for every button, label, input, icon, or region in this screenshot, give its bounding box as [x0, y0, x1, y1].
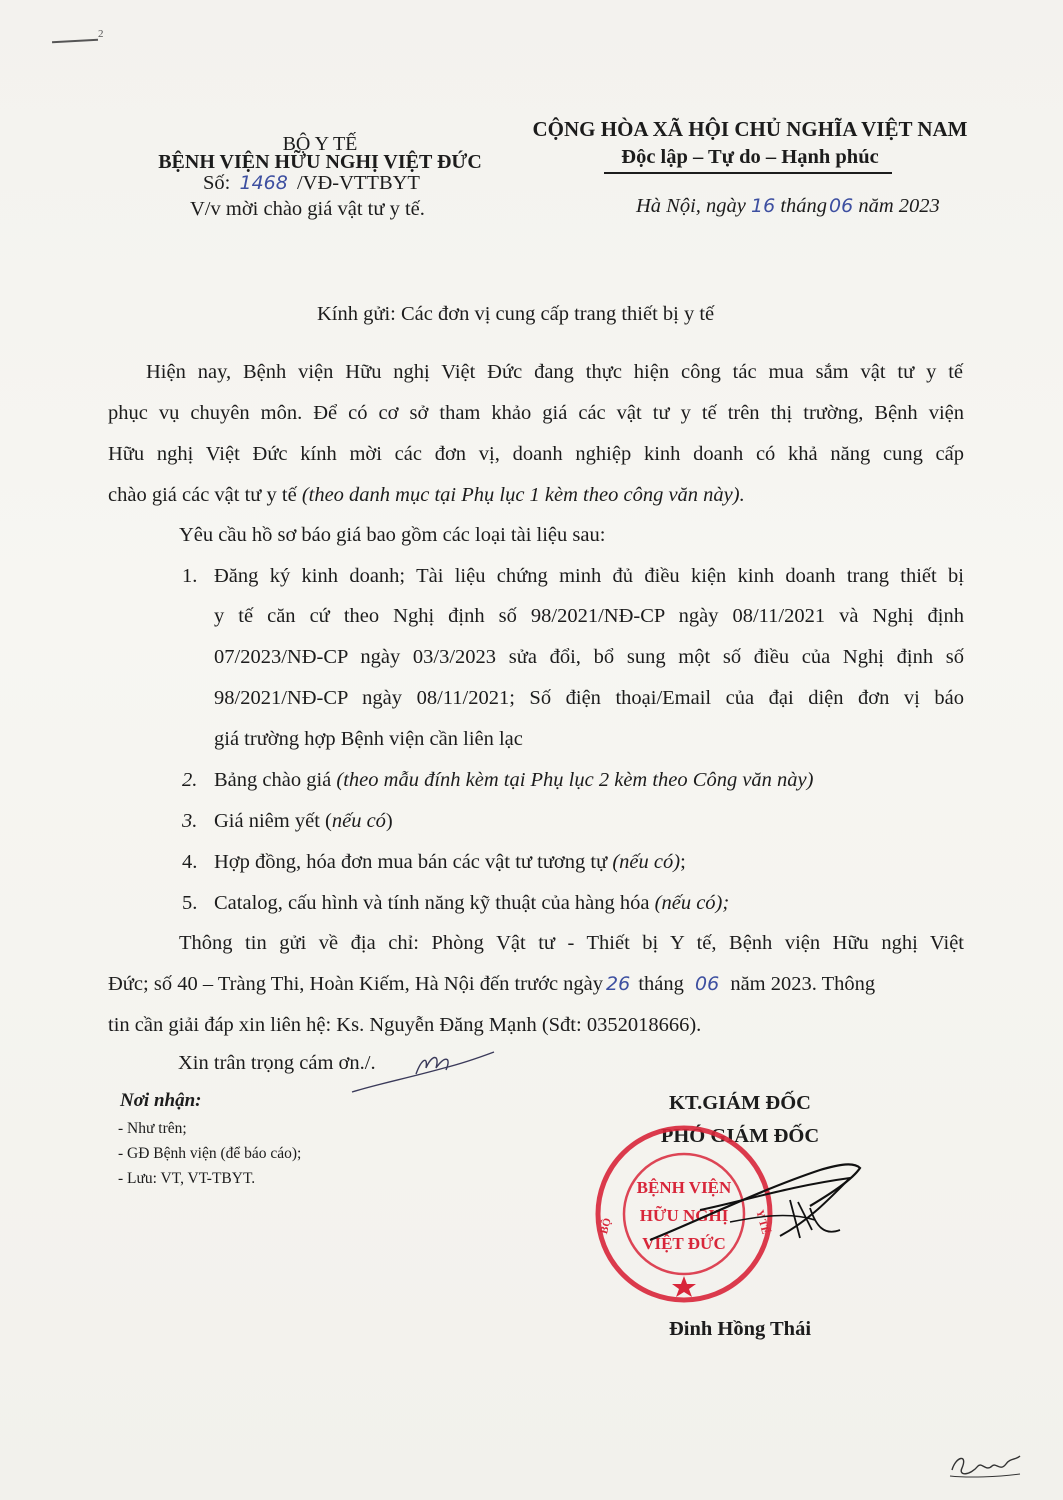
recipients-item: - Như trên; — [118, 1120, 187, 1137]
item-number: 4. — [182, 851, 198, 873]
item-3-text: Giá niêm yết (nếu có) — [214, 810, 393, 832]
national-motto: Độc lập – Tự do – Hạnh phúc — [621, 146, 879, 168]
recipients-item: - GĐ Bệnh viện (để báo cáo); — [118, 1145, 302, 1162]
initials-scribble — [348, 1040, 498, 1098]
intro-line-1: Hiện nay, Bệnh viện Hữu nghị Việt Đức đang thực hiện công tác mua sắm vật tư y tế — [146, 361, 963, 383]
item-1-line-4: 98/2021/NĐ-CP ngày 08/11/2021; Số điện thoại/Email của đại diện đơn vị báo — [214, 687, 964, 709]
hospital-name: BỆNH VIỆN HỮU NGHỊ VIỆT ĐỨC — [158, 151, 482, 173]
intro-line-4: chào giá các vật tư y tế (theo danh mục tại Phụ lục 1 kèm theo công văn này). — [108, 484, 745, 506]
document-page: 2 BỘ Y TẾ BỆNH VIỆN HỮU NGHỊ VIỆT ĐỨC Số: 1468 /VĐ-VTTBYT V/v mời chào giá vật tư y tế. CỘNG HÒA XÃ HỘI CHỦ NGHĨA VIỆT NAM Độc lập – Tự do – Hạnh phúc Hà Nội, ngày 16 tháng 06 năm 2023 Kính gửi: Các đơn vị cung cấp trang thiết bị y tế Hiện nay, Bệnh viện Hữu nghị Việt Đức đang thực hiện công tác mua sắm vật tư y tế phục vụ chuyên môn. Để có cơ sở tham khảo giá các vật tư y tế trên thị trường, Bệnh viện Hữu nghị Việt Đức kính mời các đơn vị, doanh nghiệp kinh doanh có khả năng cung cấp chào giá các vật tư y tế (theo danh mục tại Phụ lục 1 kèm theo công văn này). Yêu cầu hồ sơ báo giá bao gồm các loại tài liệu sau: 1. Đăng ký kinh doanh; Tài liệu chứng minh đủ điều kiện kinh doanh trang thiết bị y tế căn cứ theo Nghị định số 98/2021/NĐ-CP ngày 08/11/2021 và Nghị định 07/2023/NĐ-CP ngày 03/3/2023 sửa đổi, bổ sung một số điều của Nghị định số 98/2021/NĐ-CP ngày 08/11/2021; Số điện thoại/Email của đại diện đơn vị báo giá trường hợp Bệnh viện cần liên lạc 2. Bảng chào giá (theo mẫu đính kèm tại Phụ lục 2 kèm theo Công văn này) 3. Giá niêm yết (nếu có) 4. Hợp đồng, hóa đơn mua bán các vật tư tương tự (nếu có); 5. Catalog, cấu hình và tính năng kỹ thuật của hàng hóa (nếu có); Thông tin gửi về địa chỉ: Phòng Vật tư - Thiết bị Y tế, Bệnh viện Hữu nghị Việt Đức; số 40 – Tràng Thi, Hoàn Kiếm, Hà Nội đến trước ngày 26 tháng 06 năm 2023. Thông tin cần giải đáp xin liên hệ: Ks. Nguyễn Đăng Mạnh (Sđt: 0352018666). Xin trân trọng cám ơn./. Nơi nhận: - Như trên; - GĐ Bệnh viện (để báo cáo); - Lưu: VT, VT-TBYT. KT.GIÁM ĐỐC PHÓ GIÁM ĐỐC BỆNH VIỆN HỮU NGHỊ VIỆT ĐỨC BỘ Y TẾ Đinh Hồng Thái — [0, 0, 1063, 1500]
item-number: 5. — [182, 892, 198, 914]
item-1-line-5: giá trường hợp Bệnh viện cần liên lạc — [214, 728, 523, 750]
item-number: 2. — [182, 769, 198, 791]
item-1-line-2: y tế căn cứ theo Nghị định số 98/2021/NĐ-CP ngày 08/11/2021 và Nghị định — [214, 605, 964, 627]
handwritten-month: 06 — [695, 973, 720, 995]
intro-line-2: phục vụ chuyên môn. Để có cơ sở tham khảo giá các vật tư y tế trên thị trường, Bệnh viện — [108, 402, 964, 424]
requirements-intro: Yêu cầu hồ sơ báo giá bao gồm các loại tài liệu sau: — [179, 524, 606, 546]
closing-line: Xin trân trọng cám ơn./. — [178, 1052, 376, 1074]
document-number: Số: 1468 /VĐ-VTTBYT — [203, 172, 420, 194]
recipients-item: - Lưu: VT, VT-TBYT. — [118, 1170, 256, 1187]
handwritten-signature — [640, 1150, 880, 1260]
stamp-line-3: VIỆT ĐỨC — [642, 1234, 726, 1253]
item-1-line-3: 07/2023/NĐ-CP ngày 03/3/2023 sửa đổi, bổ sung một số điều của Nghị định số — [214, 646, 964, 668]
signature-title-1: KT.GIÁM ĐỐC — [669, 1092, 811, 1114]
document-date: Hà Nội, ngày 16 tháng 06 năm 2023 — [636, 195, 940, 217]
item-4-text: Hợp đồng, hóa đơn mua bán các vật tư tương tự (nếu có); — [214, 851, 686, 873]
ministry-name: BỘ Y TẾ — [282, 133, 358, 155]
handwritten-number: 1468 — [239, 172, 288, 194]
stamp-line-1: BỆNH VIỆN — [636, 1178, 732, 1197]
stamp-side-left: BỘ — [598, 1216, 614, 1236]
signer-name: Đinh Hồng Thái — [668, 1318, 812, 1340]
stamp-side-right: Y TẾ — [753, 1208, 772, 1236]
recipients-title: Nơi nhận: — [120, 1090, 202, 1111]
document-subject: V/v mời chào giá vật tư y tế. — [190, 198, 425, 220]
info-line-1: Thông tin gửi về địa chỉ: Phòng Vật tư - Thiết bị Y tế, Bệnh viện Hữu nghị Việt — [179, 932, 964, 954]
country-name: CỘNG HÒA XÃ HỘI CHỦ NGHĨA VIỆT NAM — [532, 117, 968, 141]
item-2-text: Bảng chào giá (theo mẫu đính kèm tại Phụ lục 2 kèm theo Công văn này) — [214, 769, 814, 791]
signature-title-2: PHÓ GIÁM ĐỐC — [660, 1125, 820, 1147]
recipient-line: Kính gửi: Các đơn vị cung cấp trang thiết bị y tế — [317, 303, 715, 325]
item-1-line-1: Đăng ký kinh doanh; Tài liệu chứng minh đủ điều kiện kinh doanh trang thiết bị — [214, 565, 964, 587]
intro-line-3: Hữu nghị Việt Đức kính mời các đơn vị, doanh nghiệp kinh doanh có khả năng cung cấp — [108, 443, 964, 465]
item-5-text: Catalog, cấu hình và tính năng kỹ thuật của hàng hóa (nếu có); — [214, 892, 730, 914]
item-number: 1. — [182, 565, 198, 587]
item-number: 3. — [182, 810, 198, 832]
bottom-initials — [948, 1448, 1024, 1482]
info-line-2: Đức; số 40 – Tràng Thi, Hoàn Kiếm, Hà Nội đến trước ngày 26 tháng 06 năm 2023. Thông — [108, 973, 876, 995]
info-line-3: tin cần giải đáp xin liên hệ: Ks. Nguyễn Đăng Mạnh (Sđt: 0352018666). — [108, 1014, 702, 1036]
motto-underline — [604, 172, 892, 174]
stamp-line-2: HỮU NGHỊ — [639, 1206, 729, 1225]
handwritten-day: 26 — [606, 973, 631, 995]
